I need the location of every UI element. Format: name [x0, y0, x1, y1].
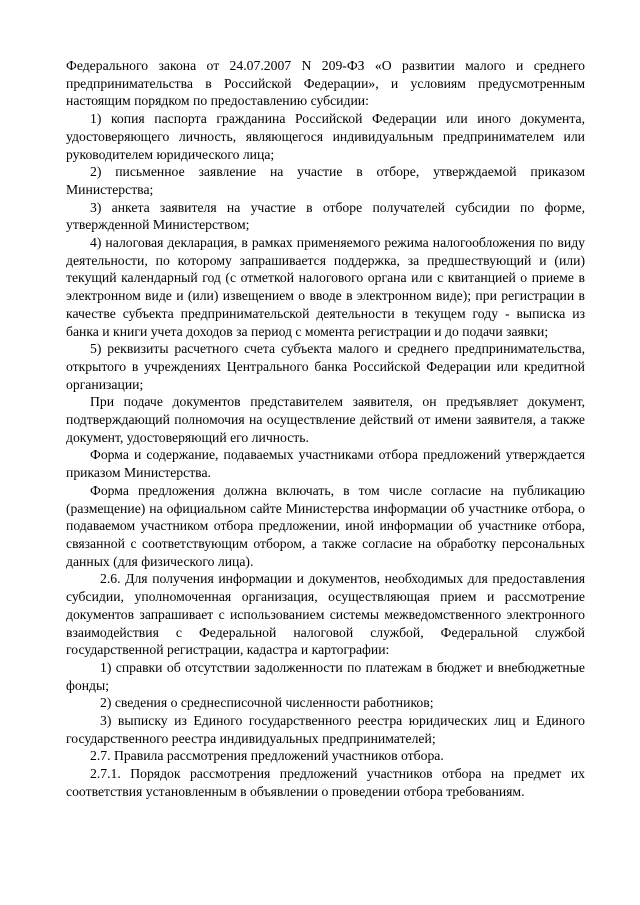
paragraph-form-content: Форма и содержание, подаваемых участниками отбора предложений утверждается приказом Министерства. [66, 447, 585, 481]
section-2-6: 2.6. Для получения информации и документов, необходимых для предоставления субсидии, уполномоченная организация, осуществляющая прием и рассмотрение документов запрашивает с использованием системы межведомственного электронного взаимодействия с Федеральной налоговой службой, Федеральной службой государственной регистрации, кадастра и картографии: [66, 571, 585, 658]
list-item-headcount: 2) сведения о среднесписочной численности работников; [100, 695, 434, 711]
list-item-questionnaire: 3) анкета заявителя на участие в отборе получателей субсидии по форме, утвержденной Министерством; [66, 199, 585, 233]
paragraph-intro: Федерального закона от 24.07.2007 N 209-ФЗ «О развитии малого и среднего предпринимательства в Российской Федерации», и условиям предусмотренным настоящим порядком по предоставлению субсидии: [66, 58, 585, 109]
document-page [66, 57, 585, 801]
list-item-registry-extract: 3) выписку из Единого государственного реестра юридических лиц и Единого государственного реестра индивидуальных предпринимателей; [66, 713, 585, 746]
section-2-7: 2.7. Правила рассмотрения предложений участников отбора. [90, 748, 444, 764]
list-item-bank-details: 5) реквизиты расчетного счета субъекта малого и среднего предпринимательства, открытого в учреждениях Центрального банка Российской Федерации или кредитной организации; [66, 341, 585, 392]
list-item-passport: 1) копия паспорта гражданина Российской Федерации или иного документа, удостоверяющего личность, являющегося индивидуальным предпринимателем или руководителем юридического лица; [66, 111, 585, 162]
list-item-tax-declaration: 4) налоговая декларация, в рамках применяемого режима налогообложения по виду деятельности, по которому запрашивается поддержка, за предшествующий и (или) текущий календарный год (с отметкой налогового органа или с квитанцией о приеме в электронном виде и (или) извещением о вводе в электронном виде); при регистрации в качестве субъекта предпринимательской деятельности в текущем году - выписка из банка и книги учета доходов за период с момента регистрации и до подачи заявки; [66, 235, 585, 339]
paragraph-form-consent: Форма предложения должна включать, в том числе согласие на публикацию (размещение) на официальном сайте Министерства информации об участнике отбора, о подаваемом участником отбора предложении, иной информации об участнике отбора, связанной с соответствующим отбором, а также согласие на обработку персональных данных (для физического лица). [66, 482, 585, 569]
paragraph-representative: При подаче документов представителем заявителя, он предъявляет документ, подтверждающий полномочия на осуществление действий от имени заявителя, а также документ, удостоверяющий его личность. [66, 394, 585, 445]
list-item-debt-certificates: 1) справки об отсутствии задолженности по платежам в бюджет и внебюджетные фонды; [66, 659, 585, 693]
list-item-application: 2) письменное заявление на участие в отборе, утверждаемой приказом Министерства; [66, 164, 585, 197]
section-2-7-1: 2.7.1. Порядок рассмотрения предложений участников отбора на предмет их соответствия установленным в объявлении о проведении отбора требованиям. [66, 766, 585, 799]
